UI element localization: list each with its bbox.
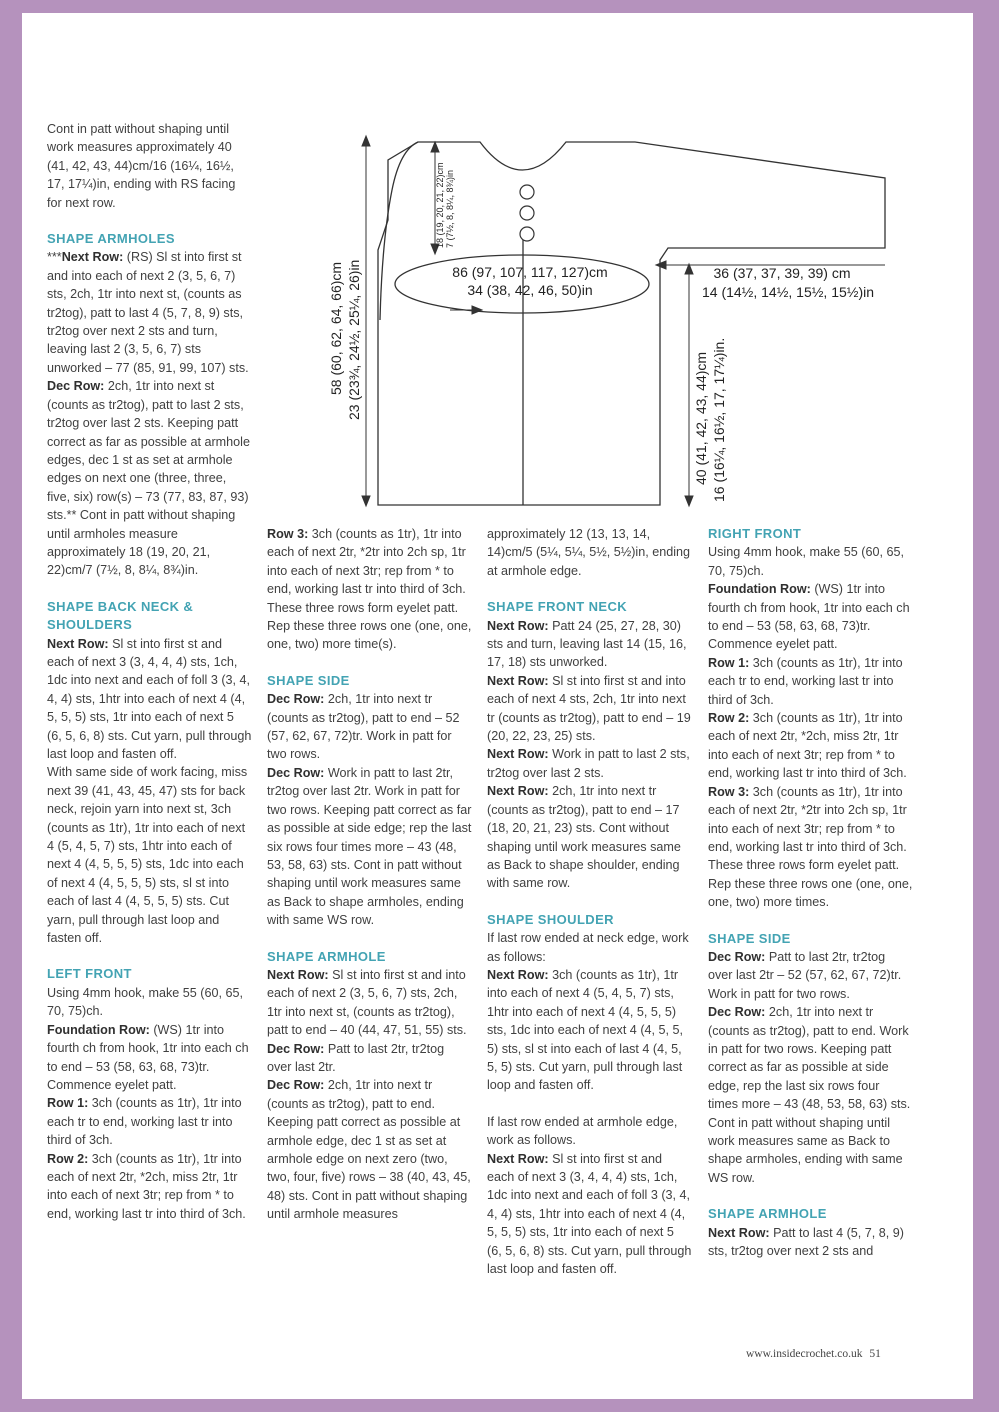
button-1 <box>520 185 534 199</box>
total-length-arrow-top <box>362 136 370 146</box>
armhole-continue: approximately 12 (13, 13, 14, 14)cm/5 (5¼, 5¼, 5½, 5½)in, ending at armhole edge. <box>487 527 691 578</box>
armhole-dec-row-2: Dec Row: 2ch, 1tr into next tr (counts as tr2tog), patt to end. Keeping patt correct as possible at armhole edge, dec 1 st as set at armhole edge on next zero (two, two, four, five) rows – 38 (40, 43, 45, 48) sts. Cont in patt without shaping until armhole measures <box>267 1078 471 1222</box>
page-border-right <box>973 0 999 1412</box>
column-4 <box>708 525 913 1260</box>
right-front-armhole-row: Next Row: Patt to last 4 (5, 7, 8, 9) sts, tr2tog over next 2 sts and <box>708 1225 904 1259</box>
armhole-dec-row-1: Dec Row: Patt to last 2tr, tr2tog over last 2tr. <box>267 1041 445 1074</box>
shoulder-row-armhole: Next Row: Sl st into first st and each of next 3 (3, 4, 4, 4) sts, 1ch, 1dc into next and each of foll 3 (3, 4, 4, 4) sts, 1htr into each of next 4 (4, 5, 5, 5) sts, 1tr into each of next 5 (6, 5, 6, 8) sts. Cut yarn, pull through last loop and fasten off. <box>487 1151 692 1277</box>
column-2 <box>267 525 472 1224</box>
armhole-cm-label: 18 (19, 20, 21, 22)cm <box>435 162 445 248</box>
button-2 <box>520 206 534 220</box>
eyelet-repeat: These three rows form eyelet patt. Rep these three rows one (one, one, one, two) more time(s). <box>267 600 472 652</box>
front-neck-row-3: Next Row: Work in patt to last 2 sts, tr2tog over last 2 sts. <box>487 747 690 780</box>
shoulder-intro: If last row ended at neck edge, work as follows: <box>487 931 689 964</box>
armhole-dec-row: Dec Row: 2ch, 1tr into next st (counts as tr2tog), patt to last 2 sts, tr2tog over last 2 sts. Keeping patt correct as far as possible at armhole edges, dec 1 st as set at armhole edges on next one (three, three, five, six) row(s) – 73 (77, 83, 87, 93) sts.** Cont in patt without shaping until armholes measure approximately 18 (19, 20, 21, 22)cm/7 (7½, 8, 8¼, 8¾)in. <box>47 379 250 578</box>
body-length-in-label: 16 (16¼, 16½, 17, 17¼)in. <box>711 337 727 502</box>
body-length-cm-label: 40 (41, 42, 43, 44)cm <box>693 351 709 485</box>
front-neck-row-4: Next Row: 2ch, 1tr into next tr (counts as tr2tog), patt to end – 17 (18, 20, 21, 23) sts. Cont without shaping until work measures same as Back to shape shoulder, ending with same row. <box>487 784 681 891</box>
chest-pointer-head <box>472 306 482 314</box>
right-front-foundation-row: Foundation Row: (WS) 1tr into fourth ch from hook, 1tr into each ch to end – 53 (58, 63, 68, 73)tr. Commence eyelet patt. <box>708 582 910 652</box>
garment-schematic <box>290 120 930 520</box>
left-front-intro: Using 4mm hook, make 55 (60, 65, 70, 75)ch. <box>47 985 243 1019</box>
left-front-foundation-row: Foundation Row: (WS) 1tr into fourth ch from hook, 1tr into each ch to end – 53 (58, 63, 68, 73)tr. Commence eyelet patt. <box>47 1022 249 1092</box>
chest-in-label: 34 (38, 42, 46, 50)in <box>467 282 593 298</box>
side-dec-row-2: Dec Row: Work in patt to last 2tr, tr2tog over last 2tr. Work in patt for two rows. Keeping patt correct as far as possible at side edge; rep the last six rows four times more – 43 (48, 53, 58, 63) sts. Cont in patt without shaping until work measures same as Back to shape armholes, ending with same WS row. <box>267 765 472 928</box>
right-front-eyelet-repeat: These three rows form eyelet patt. Rep these three rows one (one, one, one, two) more times. <box>708 858 913 910</box>
right-front-armhole-heading: SHAPE ARMHOLE <box>708 1206 827 1222</box>
left-front-row-2: Row 2: 3ch (counts as 1tr), 1tr into each of next 2tr, *2ch, miss 2tr, 1tr into each of next 3tr; rep from * to end, working last tr into third of 3ch. <box>47 1151 246 1221</box>
front-neck-heading: SHAPE FRONT NECK <box>487 599 628 615</box>
right-front-row-1: Row 1: 3ch (counts as 1tr), 1tr into each tr to end, working last tr into third of 3ch. <box>708 655 903 707</box>
column-3 <box>487 525 692 1278</box>
sleeve-arrow-left <box>656 261 666 269</box>
back-neck-next-row: Next Row: Sl st into first st and each of next 3 (3, 4, 4, 4) sts, 1ch, 1dc into next and each of foll 3 (3, 4, 4, 4) sts, 1htr into each of next 4 (4, 5, 5, 5) sts, 1tr into each of next 5 (6, 5, 6, 8) sts. Cut yarn, pull through last loop and fasten off. <box>47 636 252 761</box>
right-front-row-3: Row 3: 3ch (counts as 1tr), 1tr into each of next 2tr, *2tr into 2ch sp, 1tr into each of next 3tr; rep from * to end, working last tr into third of 3ch. <box>708 784 907 854</box>
back-neck-heading: SHAPE BACK NECK & SHOULDERS <box>47 598 194 633</box>
total-length-in-label: 23 (23¾, 24½, 25¼, 26)in <box>346 259 362 420</box>
left-front-row-3: Row 3: 3ch (counts as 1tr), 1tr into each of next 2tr, *2tr into 2ch sp, 1tr into each of next 3tr; rep from * to end, working last tr into third of 3ch. <box>267 527 466 597</box>
shoulder-armhole-intro: If last row ended at armhole edge, work as follows. <box>487 1114 678 1148</box>
side-dec-row-1: Dec Row: 2ch, 1tr into next tr (counts as tr2tog), patt to end – 52 (57, 62, 67, 72)tr. Work in patt for two rows. <box>267 692 460 762</box>
column-1 <box>47 120 252 1223</box>
page-border-left <box>0 0 22 1412</box>
shoulder-row-neck: Next Row: 3ch (counts as 1tr), 1tr into each of next 4 (5, 4, 5, 7) sts, 1htr into each of next 4 (4, 5, 5, 5) sts, 1dc into each of next 4 (4, 5, 5, 5) sts, sl st into each of last 4 (4, 5, 5, 5) sts. Cut yarn, pull through last loop and fasten off. <box>487 967 684 1093</box>
intro-paragraph: Cont in patt without shaping until work measures approximately 40 (41, 42, 43, 44)cm/16 (16¼, 16½, 17, 17¼)in, ending with RS facing for next row. <box>47 122 236 210</box>
armhole-next-row: ***Next Row: (RS) Sl st into first st and into each of next 2 (3, 5, 6, 7) sts, 2ch, 1tr into next st, (counts as tr2tog), patt to last 4 (5, 7, 8, 9) sts, tr2tog over next 2 sts and turn, leaving last 2 (3, 5, 6, 7) sts unworked – 77 (85, 91, 99, 107) sts. <box>47 250 249 375</box>
right-front-dec-row-2: Dec Row: 2ch, 1tr into next tr (counts as tr2tog), patt to end. Work in patt for two rows. Keeping patt correct as far as possible at side edge, rep the last six rows four times more – 43 (48, 53, 58, 63) sts. Cont in patt without shaping until work measures same as Back to shape armholes, ending with same WS row. <box>708 1005 911 1185</box>
page-border-top <box>0 0 999 13</box>
body-length-arrow-bottom <box>685 496 693 506</box>
page-footer <box>746 1348 881 1360</box>
armhole-next-row-lf: Next Row: Sl st into first st and into each of next 2 (3, 5, 6, 7) sts, 2ch, 1tr into next st, (counts as tr2tog), patt to end – 40 (44, 47, 51, 55) sts. <box>267 967 467 1038</box>
shape-armhole-heading: SHAPE ARMHOLE <box>267 948 386 964</box>
total-length-arrow-bottom <box>362 496 370 506</box>
website-url[interactable]: www.insidecrochet.co.uk <box>746 1348 863 1360</box>
page-border-bottom <box>0 1399 999 1412</box>
back-neck-same-side: With same side of work facing, miss next 39 (41, 43, 45, 47) sts for back neck, rejoin yarn into next st, 3ch (counts as 1tr), 1tr into each of next 4 (5, 4, 5, 7) sts, 1htr into each of next 4 (4, 5, 5, 5) sts, 1dc into each of next 4 (4, 5, 5, 5) sts, sl st into each of last 4 (4, 5, 5, 5) sts. Cut yarn, pull through last loop and fasten off. <box>47 765 248 946</box>
armhole-depth-arrow-top <box>431 142 439 152</box>
left-front-heading: LEFT FRONT <box>47 966 132 982</box>
front-neck-row-1: Next Row: Patt 24 (25, 27, 28, 30) sts and turn, leaving last 14 (15, 16, 17, 18) sts unworked. <box>487 618 687 670</box>
shape-side-heading: SHAPE SIDE <box>267 672 350 688</box>
sleeve-cm-label: 36 (37, 37, 39, 39) cm <box>713 265 851 281</box>
right-front-dec-row-1: Dec Row: Patt to last 2tr, tr2tog over last 2tr – 52 (57, 62, 67, 72)tr. Work in patt for two rows. <box>708 949 902 1001</box>
right-front-heading: RIGHT FRONT <box>708 526 802 541</box>
shoulder-heading: SHAPE SHOULDER <box>487 911 614 927</box>
front-neck-row-2: Next Row: Sl st into first st and into each of next 4 sts, 2ch, 1tr into next tr (counts as tr2tog), patt to end – 19 (20, 22, 23, 25) sts. <box>487 673 691 744</box>
right-front-row-2: Row 2: 3ch (counts as 1tr), 1tr into each of next 2tr, *2ch, miss 2tr, 1tr into each of next 3tr; rep from * to end, working last tr into third of 3ch. <box>708 711 907 781</box>
right-front-side-heading: SHAPE SIDE <box>708 930 791 946</box>
left-sleeve-outline <box>380 142 418 320</box>
chest-cm-label: 86 (97, 107, 117, 127)cm <box>452 264 608 280</box>
button-3 <box>520 227 534 241</box>
total-length-cm-label: 58 (60, 62, 64, 66)cm <box>328 261 344 395</box>
left-front-row-1: Row 1: 3ch (counts as 1tr), 1tr into each tr to end, working last tr into third of 3ch. <box>47 1096 242 1148</box>
sleeve-in-label: 14 (14½, 14½, 15½, 15½)in <box>701 284 875 300</box>
armhole-in-label: 7 (7½, 8, 8¼, 8¾)in <box>445 169 455 248</box>
shape-armholes-heading: SHAPE ARMHOLES <box>47 231 175 247</box>
right-front-intro: Using 4mm hook, make 55 (60, 65, 70, 75)ch. <box>708 545 904 578</box>
page-number: 51 <box>869 1348 881 1360</box>
